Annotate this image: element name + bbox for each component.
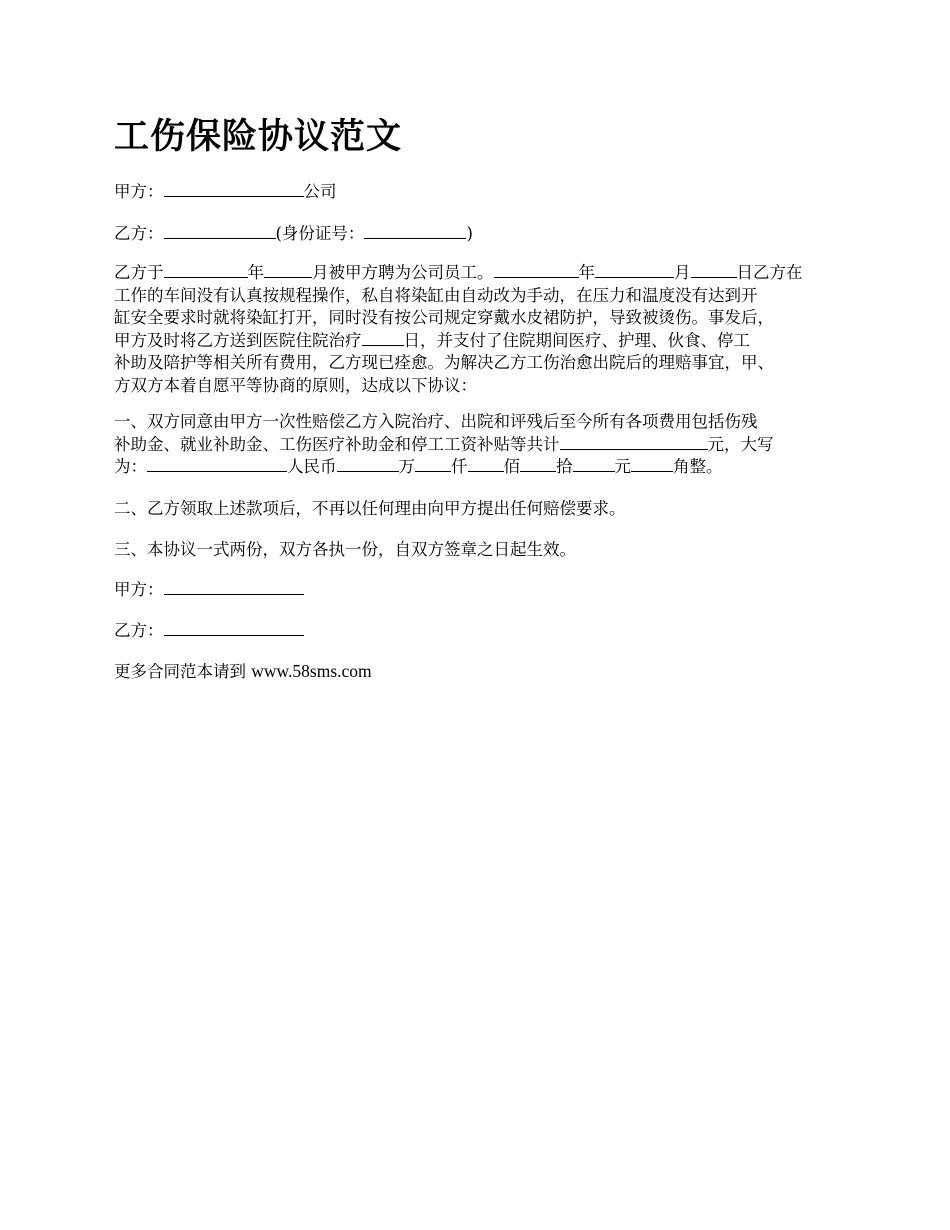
page-title: 工伤保险协议范文: [114, 116, 403, 157]
clause-1-row: [114, 456, 854, 479]
shi-blank: [520, 456, 556, 472]
hospital-days-blank: [362, 330, 404, 346]
total-amount-blank: [560, 434, 708, 450]
footer-url[interactable]: www.58sms.com: [251, 661, 372, 681]
intro-text: 月: [674, 263, 691, 282]
clause-1-text: 佰: [503, 457, 520, 476]
intro-text: 日乙方在: [736, 263, 803, 282]
amount-words-blank: [147, 456, 287, 472]
day-blank: [691, 262, 737, 278]
party-a-label: 甲方：: [114, 182, 164, 201]
intro-text: 月被甲方聘为公司员工。: [312, 263, 494, 282]
clause-1-text: 补助金、就业补助金、工伤医疗补助金和停工工资补贴等共计: [114, 434, 560, 454]
party-a-suffix: 公司: [303, 182, 337, 201]
intro-text: 年: [578, 263, 595, 282]
clause-1-text: 拾: [556, 457, 573, 476]
sign-a-blank: [164, 579, 304, 595]
intro-text: 年: [247, 263, 264, 282]
clause-1-text: 角整。: [673, 457, 723, 476]
qian-blank: [415, 456, 451, 472]
intro-row: [114, 262, 854, 285]
intro-paragraph: [114, 262, 854, 397]
wan-blank: [337, 456, 399, 472]
clause-1-text: 元: [614, 457, 631, 476]
clause-1-text: 万: [398, 457, 415, 476]
intro-row: 补助及陪护等相关所有费用，乙方现已痊愈。为解决乙方工伤治愈出院后的理赔事宜，甲、: [114, 353, 774, 372]
clause-1-text: 为：: [114, 457, 147, 476]
sign-b-label: 乙方：: [114, 621, 164, 640]
footer-prefix: 更多合同范本请到: [114, 662, 252, 681]
jiao-blank: [631, 456, 673, 472]
intro-row: 工作的车间没有认真按规程操作，私自将染缸由自动改为手动，在压力和温度没有达到开: [114, 285, 758, 305]
party-b-id-label: (身份证号：: [275, 224, 365, 243]
intro-row: 方双方本着自愿平等协商的原则，达成以下协议：: [114, 375, 477, 395]
clause-1-text: 人民币: [287, 457, 337, 476]
party-a-line: [114, 181, 337, 203]
party-a-blank: [164, 181, 304, 197]
sign-a-label: 甲方：: [114, 580, 164, 599]
clause-1: [114, 411, 854, 479]
year-blank: [164, 262, 248, 278]
clause-1-text: 仟: [451, 457, 468, 476]
month-blank: [595, 262, 674, 278]
bai-blank: [468, 456, 504, 472]
footer-line: [114, 660, 372, 683]
clause-3: 三、本协议一式两份，双方各执一份，自双方签章之日起生效。: [114, 540, 576, 559]
party-b-blank: [164, 223, 276, 239]
clause-1-row: [114, 434, 854, 457]
intro-text: 甲方及时将乙方送到医院住院治疗: [114, 330, 362, 350]
sign-b-blank: [164, 620, 304, 636]
clause-2: 二、乙方领取上述款项后，不再以任何理由向甲方提出任何赔偿要求。: [114, 499, 626, 518]
intro-row: 缸安全要求时就将染缸打开，同时没有按公司规定穿戴水皮裙防护，导致被烫伤。事发后，: [114, 308, 774, 327]
sign-a-line: [114, 579, 304, 601]
party-b-id-close: ): [466, 224, 473, 243]
intro-text: 日，并支付了住院期间医疗、护理、伙食、停工: [403, 330, 750, 350]
yuan-blank: [573, 456, 615, 472]
clause-1-row: 一、双方同意由甲方一次性赔偿乙方入院治疗、出院和评残后至今所有各项费用包括伤残: [114, 412, 758, 431]
year-blank: [494, 262, 579, 278]
month-blank: [264, 262, 312, 278]
party-b-label: 乙方：: [114, 224, 164, 243]
party-b-id-blank: [364, 223, 466, 239]
clause-1-text: 元，大写: [707, 434, 774, 454]
sign-b-line: [114, 620, 304, 642]
intro-row: [114, 330, 854, 353]
intro-text: 乙方于: [114, 263, 164, 282]
party-b-line: [114, 223, 473, 245]
